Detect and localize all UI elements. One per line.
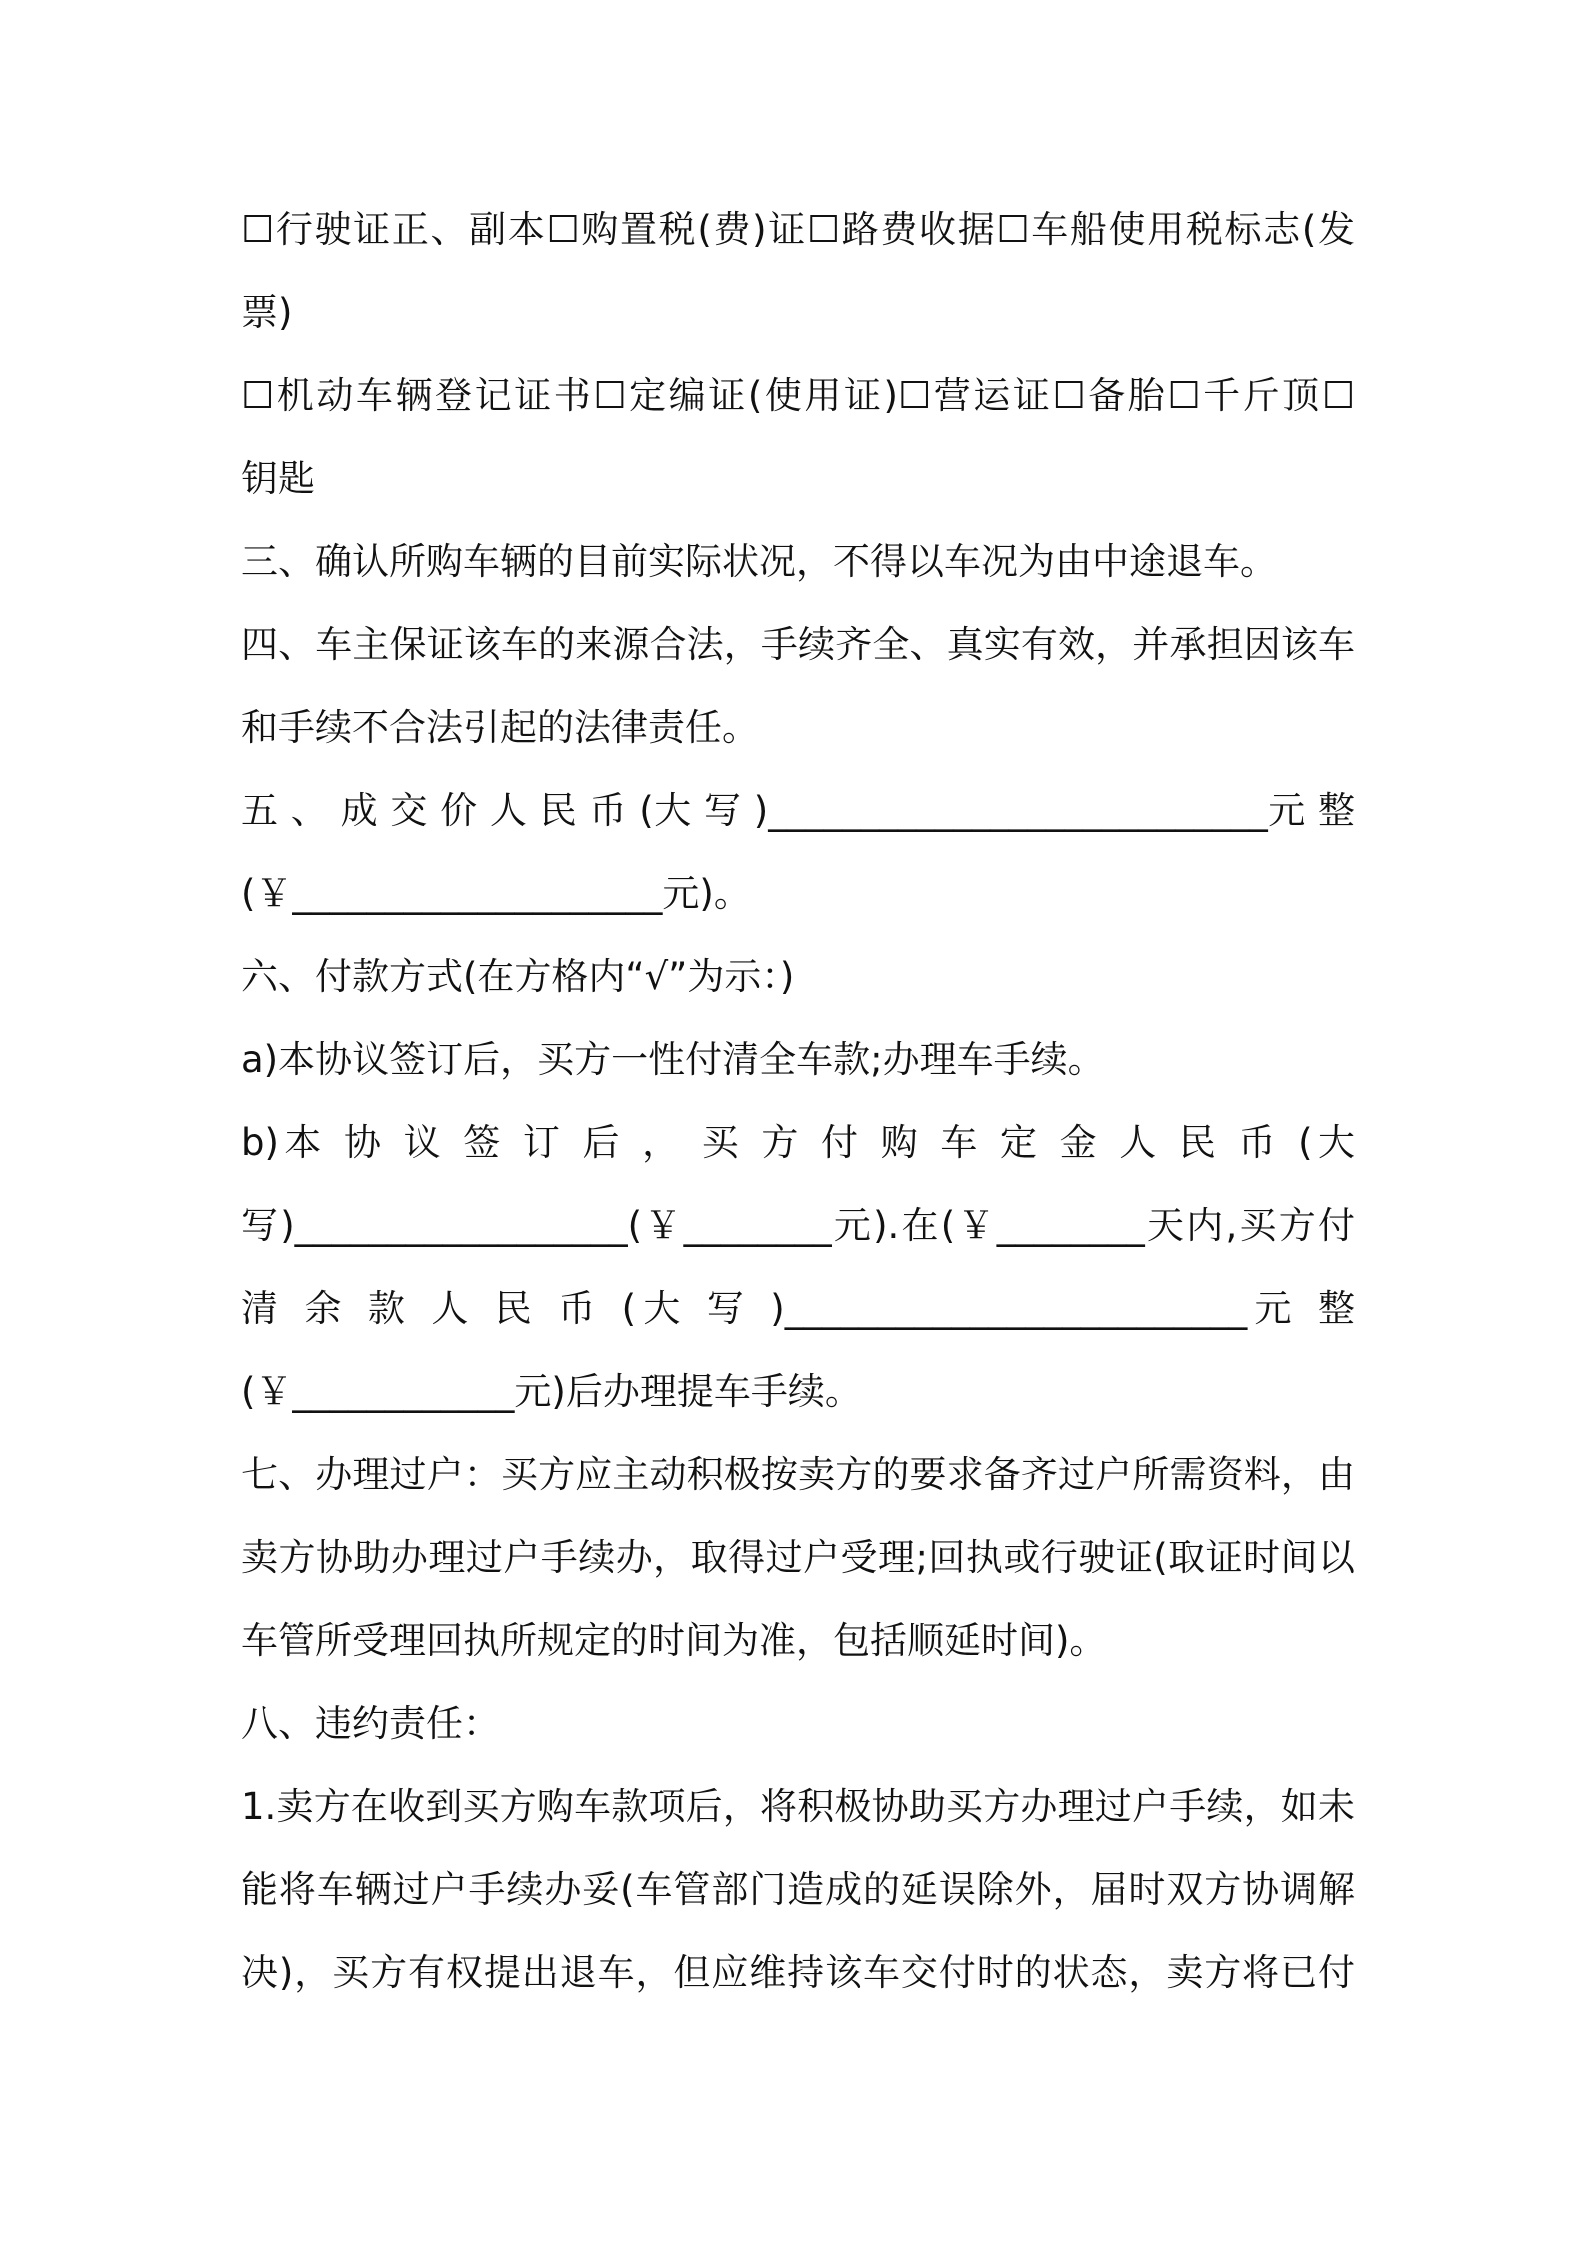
text-line: (￥____________元)后办理提车手续。 (241, 1370, 862, 1413)
text-line: 和手续不合法引起的法律责任。 (241, 706, 759, 749)
text-line: 七、办理过户：买方应主动积极按卖方的要求备齐过户所需资料，由 (241, 1453, 1355, 1496)
text-line: 钥匙 (241, 457, 315, 500)
text-line: 决)，买方有权提出退车，但应维持该车交付时的状态，卖方将已付 (241, 1951, 1355, 1994)
text-line: 写)__________________(￥________元).在(￥________天内,买方付 (241, 1204, 1355, 1247)
text-line: 车管所受理回执所规定的时间为准，包括顺延时间)。 (241, 1619, 1107, 1662)
text-line: 卖方协助办理过户手续办，取得过户受理;回执或行驶证(取证时间以 (241, 1536, 1355, 1579)
text-line: 五 、 成 交 价 人 民 币 (大 写 )___________________________元 整 (241, 789, 1355, 832)
text-line: 能将车辆过户手续办妥(车管部门造成的延误除外，届时双方协调解 (241, 1868, 1355, 1911)
text-line: b)本 协 议 签 订 后 ， 买 方 付 购 车 定 金 人 民 币 (大 (241, 1121, 1355, 1164)
text-line: 三、确认所购车辆的目前实际状况，不得以车况为由中途退车。 (241, 540, 1277, 583)
text-line: ☐机动车辆登记证书☐定编证(使用证)☐营运证☐备胎☐千斤顶☐ (241, 374, 1355, 417)
text-line: 票) (241, 291, 293, 334)
text-line: 四、车主保证该车的来源合法，手续齐全、真实有效，并承担因该车 (241, 623, 1355, 666)
text-line: 清 余 款 人 民 币 (大 写 )_________________________元 整 (241, 1287, 1355, 1330)
text-line: 六、付款方式(在方格内“√”为示：) (241, 955, 795, 998)
text-line: ☐行驶证正、副本☐购置税(费)证☐路费收据☐车船使用税标志(发 (241, 208, 1355, 251)
text-line: 1.卖方在收到买方购车款项后，将积极协助买方办理过户手续，如未 (241, 1785, 1355, 1828)
text-line: (￥____________________元)。 (241, 872, 751, 915)
text-line: 八、违约责任： (241, 1702, 500, 1745)
text-line: a)本协议签订后，买方一性付清全车款;办理车手续。 (241, 1038, 1105, 1081)
